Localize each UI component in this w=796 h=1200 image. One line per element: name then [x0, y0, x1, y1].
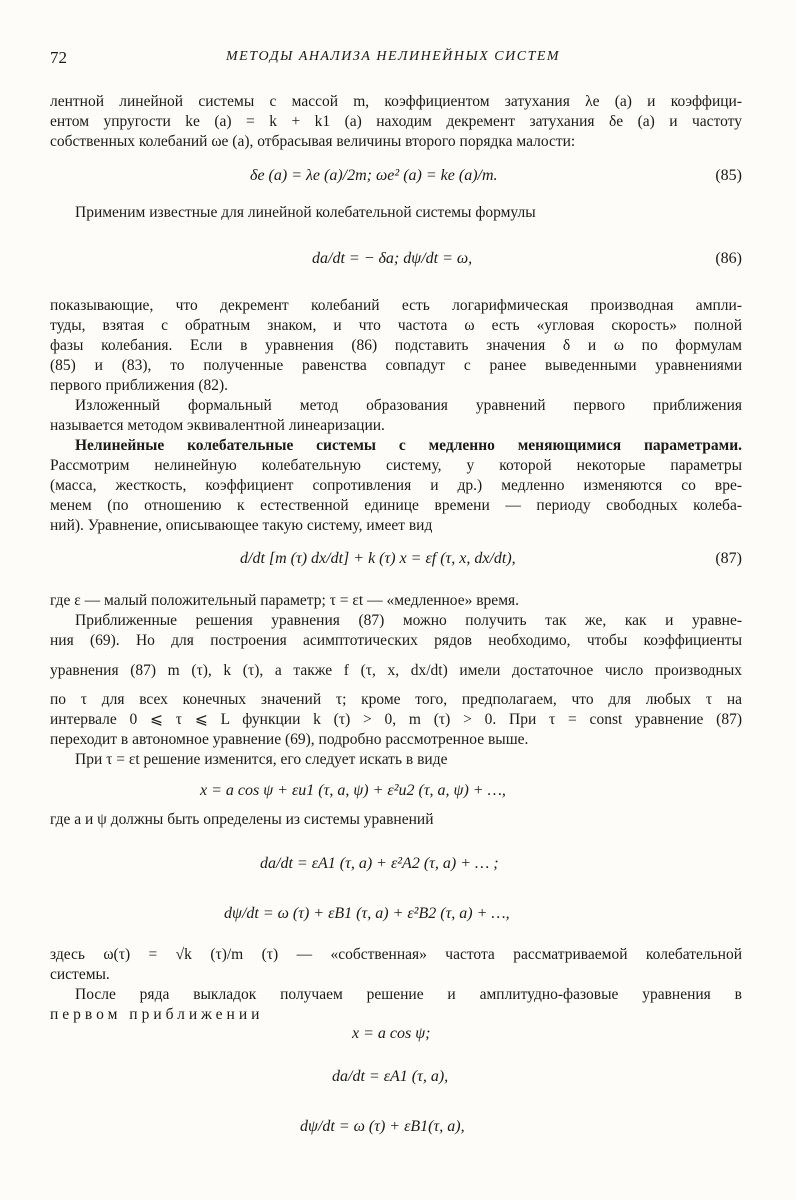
equation-number-86: (86): [715, 250, 742, 267]
para3-line: первого приближения (82).: [50, 377, 229, 394]
para7-line: Приближенные решения уравнения (87) можно получить так же, как и уравне-: [75, 612, 742, 629]
para10-line: здесь ω(τ) = √k (τ)/m (τ) — «собственная» частота рассматриваемой колебательной: [50, 946, 742, 963]
equation-system-phase: dψ/dt = ω (τ) + εB1 (τ, a) + ε²B2 (τ, a) + …,: [224, 905, 510, 922]
para5-line: менем (по отношению к естественной единице времени — периоду свободных колеба-: [50, 497, 742, 514]
para7-line: по τ для всех конечных значений τ; кроме того, предполагаем, что для любых τ на: [50, 691, 742, 708]
para11-line: После ряда выкладок получаем решение и амплитудно-фазовые уравнения в: [75, 986, 742, 1003]
para3-line: показывающие, что декремент колебаний есть логарифмическая производная ампли-: [50, 297, 742, 314]
equation-final-amplitude: da/dt = εA1 (τ, a),: [332, 1068, 449, 1085]
para4-line: называется методом эквивалентной линеаризации.: [50, 417, 385, 434]
para7-line: переходит в автономное уравнение (69), подробно рассмотренное выше.: [50, 731, 529, 748]
para5-line: (масса, жесткость, коэффициент сопротивления и др.) медленно изменяются со вре-: [50, 477, 742, 494]
para2-line: Применим известные для линейной колебательной системы формулы: [75, 204, 536, 221]
equation-85: δe (a) = λe (a)/2m; ωe² (a) = ke (a)/m.: [250, 167, 498, 184]
para5-line: Рассмотрим нелинейную колебательную систему, у которой некоторые параметры: [50, 457, 742, 474]
page-number: 72: [50, 48, 67, 67]
equation-86: da/dt = − δa; dψ/dt = ω,: [312, 250, 473, 267]
para5-line: ний). Уравнение, описывающее такую систему, имеет вид: [50, 517, 433, 534]
equation-87: d/dt [m (τ) dx/dt] + k (τ) x = εf (τ, x, dx/dt),: [240, 550, 516, 567]
para7-line: уравнения (87) m (τ), k (τ), а также f (τ, x, dx/dt) имели достаточное число производных: [50, 662, 742, 679]
equation-final-x: x = a cos ψ;: [352, 1025, 431, 1042]
para7-line: ния (69). Но для построения асимптотических рядов необходимо, чтобы коэффициенты: [50, 632, 742, 649]
para3-line: (85) и (83), то полученные равенства совпадут с ранее выведенными уравнениями: [50, 357, 742, 374]
para9-line: где a и ψ должны быть определены из системы уравнений: [50, 811, 434, 828]
section-heading: Нелинейные колебательные системы с медленно меняющимися параметрами.: [75, 437, 742, 454]
equation-number-85: (85): [715, 167, 742, 184]
equation-solution-series: x = a cos ψ + εu1 (τ, a, ψ) + ε²u2 (τ, a, ψ) + …,: [200, 782, 506, 799]
equation-system-amplitude: da/dt = εA1 (τ, a) + ε²A2 (τ, a) + … ;: [260, 855, 499, 872]
para1-line: ентом упругости ke (a) = k + k1 (a) находим декремент затухания δe (a) и частоту: [50, 113, 742, 130]
para8-line: При τ = εt решение изменится, его следует искать в виде: [75, 751, 448, 768]
equation-final-phase: dψ/dt = ω (τ) + εB1(τ, a),: [300, 1118, 465, 1135]
para3-line: фазы колебания. Если в уравнения (86) подставить значения δ и ω по формулам: [50, 337, 742, 354]
para11-line: первом приближении: [50, 1006, 264, 1023]
para7-line: интервале 0 ⩽ τ ⩽ L функции k (τ) > 0, m (τ) > 0. При τ = const уравнение (87): [50, 711, 742, 728]
para1-line: собственных колебаний ωe (a), отбрасывая величины второго порядка малости:: [50, 133, 576, 150]
running-title: МЕТОДЫ АНАЛИЗА НЕЛИНЕЙНЫХ СИСТЕМ: [226, 49, 561, 64]
para3-line: туды, взятая с обратным знаком, и что частота ω есть «угловая скорость» полной: [50, 317, 742, 334]
equation-number-87: (87): [715, 550, 742, 567]
para1-line: лентной линейной системы с массой m, коэффициентом затухания λe (a) и коэффици-: [50, 93, 742, 110]
para4-line: Изложенный формальный метод образования уравнений первого приближения: [75, 397, 742, 414]
para10-line: системы.: [50, 966, 110, 983]
para6-line: где ε — малый положительный параметр; τ = εt — «медленное» время.: [50, 592, 520, 609]
